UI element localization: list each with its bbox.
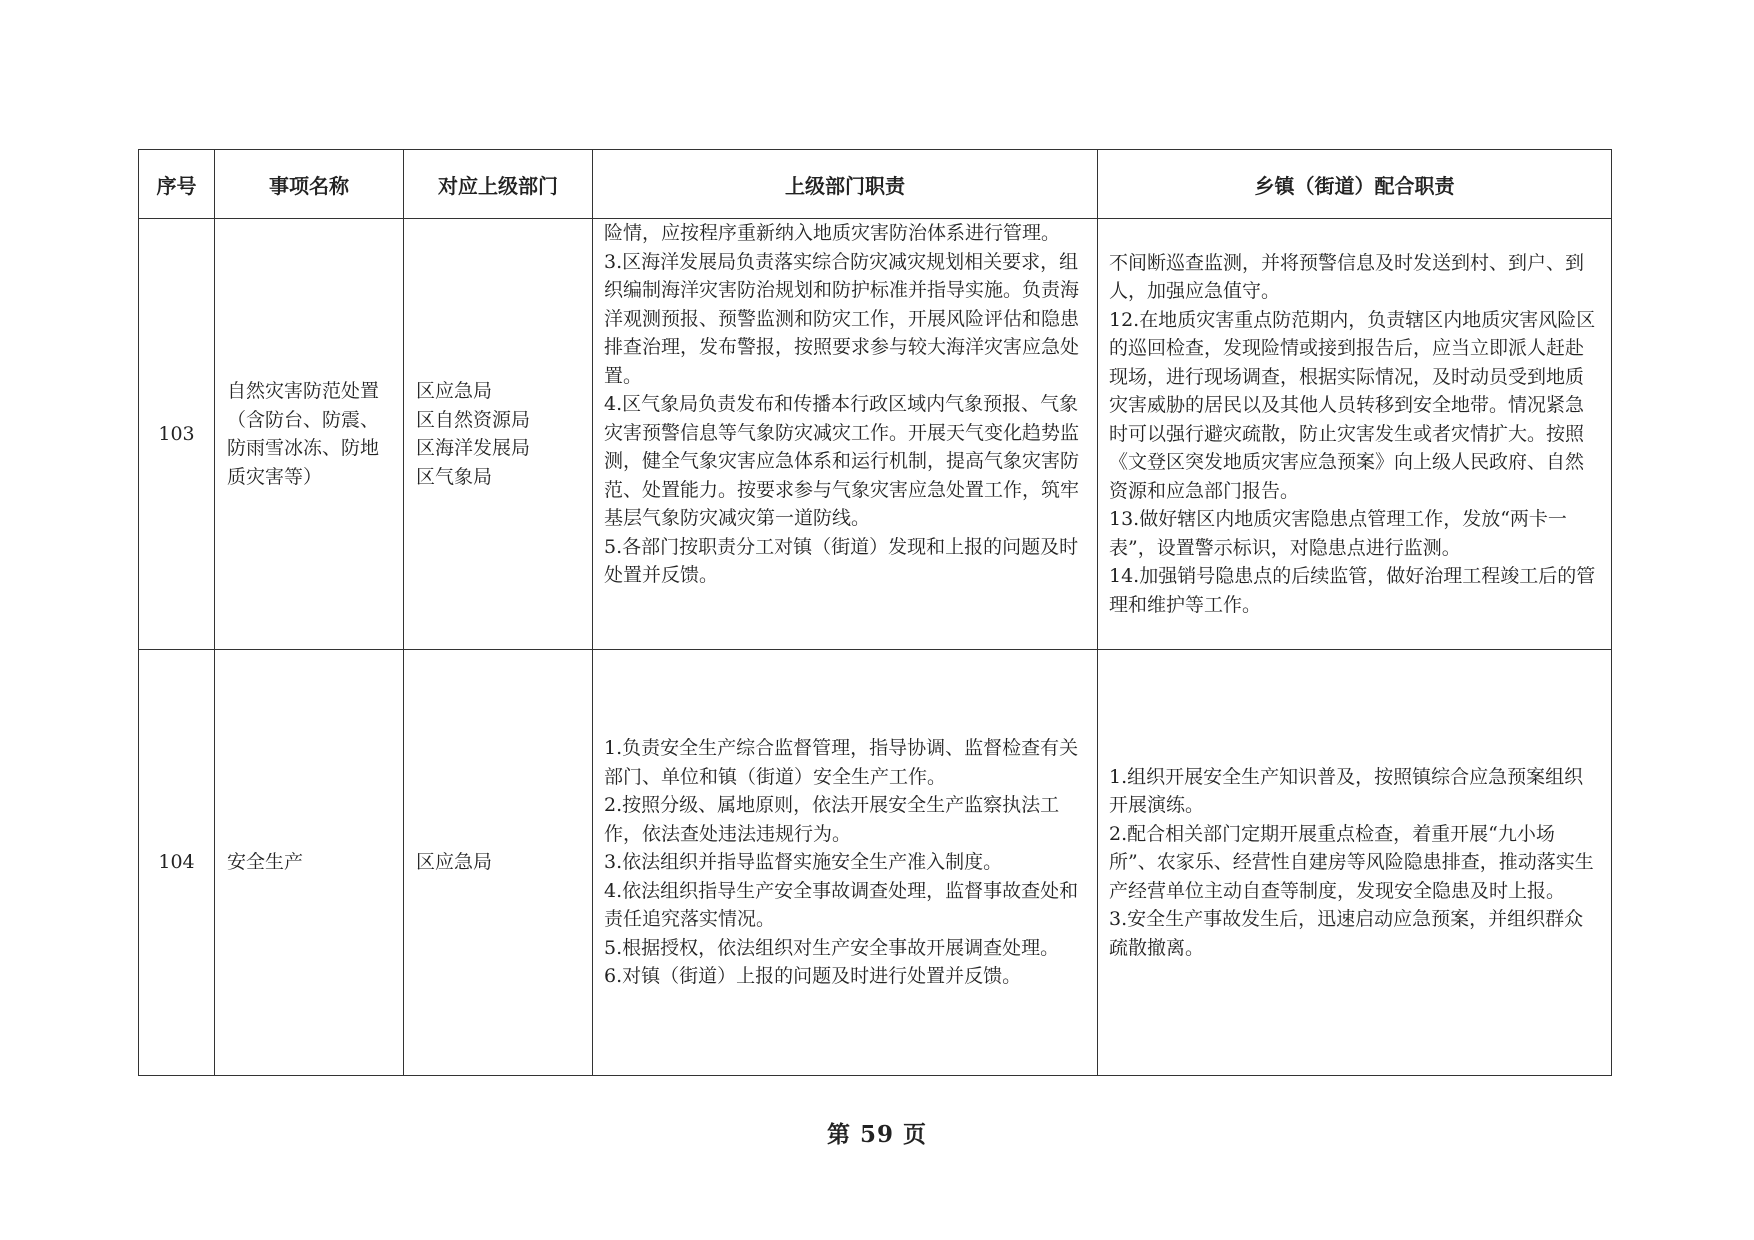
resp-item: 1.组织开展安全生产知识普及，按照镇综合应急预案组织开展演练。 <box>1109 765 1584 817</box>
resp-item: 4.区气象局负责发布和传播本行政区域内气象预报、气象灾害预警信息等气象防灾减灾工作。开展天气变化趋势监测，健全气象灾害应急体系和运行机制，提高气象灾害防范、处置能力。按要求参与气象灾害应急处置工作，筑牢基层气象防灾减灾第一道防线。 <box>604 393 1080 529</box>
row-item-name: 自然灾害防范处置（含防台、防震、防雨雪冰冻、防地质灾害等） <box>215 219 404 650</box>
header-item-name: 事项名称 <box>215 150 404 219</box>
header-upper-dept: 对应上级部门 <box>404 150 593 219</box>
resp-item: 6.对镇（街道）上报的问题及时进行处置并反馈。 <box>604 965 1022 988</box>
resp-item: 3.依法组织并指导监督实施安全生产准入制度。 <box>604 851 1003 874</box>
header-upper-resp: 上级部门职责 <box>593 150 1098 219</box>
row-upper-dept: 区应急局 区自然资源局 区海洋发展局 区气象局 <box>404 219 593 650</box>
row-upper-resp <box>593 219 1098 650</box>
page-number: 第 59 页 <box>826 1121 928 1148</box>
resp-item: 5.各部门按职责分工对镇（街道）发现和上报的问题及时处置并反馈。 <box>604 535 1079 586</box>
row-seq: 103 <box>139 219 215 650</box>
table-row <box>139 650 1612 1076</box>
table-header-row <box>139 150 1612 219</box>
resp-item: 3.安全生产事故发生后，迅速启动应急预案，并组织群众疏散撤离。 <box>1109 908 1584 959</box>
resp-item: 不间断巡查监测，并将预警信息及时发送到村、到户、到人，加强应急值守。 <box>1109 251 1585 303</box>
resp-item: 险情，应按程序重新纳入地质灾害防治体系进行管理。 <box>604 222 1061 244</box>
resp-item: 13.做好辖区内地质灾害隐患点管理工作，发放“两卡一表”，设置警示标识，对隐患点进行监测。 <box>1109 508 1567 559</box>
row-town-resp <box>1098 219 1612 650</box>
row-seq: 104 <box>139 650 215 1076</box>
resp-item: 4.依法组织指导生产安全事故调查处理，监督事故查处和责任追究落实情况。 <box>604 879 1079 931</box>
row-item-name: 安全生产 <box>215 650 404 1076</box>
row-upper-resp <box>593 650 1098 1076</box>
row-upper-dept: 区应急局 <box>404 650 593 1076</box>
header-seq: 序号 <box>139 150 215 219</box>
header-town-resp: 乡镇（街道）配合职责 <box>1098 150 1612 219</box>
resp-item: 14.加强销号隐患点的后续监管，做好治理工程竣工后的管理和维护等工作。 <box>1109 565 1596 616</box>
resp-item: 2.配合相关部门定期开展重点检查，着重开展“九小场所”、农家乐、经营性自建房等风险隐患排查，推动落实生产经营单位主动自查等制度，发现安全隐患及时上报。 <box>1109 822 1594 902</box>
row-town-resp <box>1098 650 1612 1076</box>
table-row <box>139 219 1612 650</box>
resp-item: 3.区海洋发展局负责落实综合防灾减灾规划相关要求，组织编制海洋灾害防治规划和防护标准并指导实施。负责海洋观测预报、预警监测和防灾工作，开展风险评估和隐患排查治理，发布警报，按照要求参与较大海洋灾害应急处置。 <box>604 250 1080 387</box>
duty-table <box>138 149 1612 1076</box>
resp-item: 12.在地质灾害重点防范期内，负责辖区内地质灾害风险区的巡回检查，发现险情或接到报告后，应当立即派人赶赴现场，进行现场调查，根据实际情况，及时动员受到地质灾害威胁的居民以及其他人员转移到安全地带。情况紧急时可以强行避灾疏散，防止灾害发生或者灾情扩大。按照《文登区突发地质灾害应急预案》向上级人民政府、自然资源和应急部门报告。 <box>1109 308 1596 502</box>
resp-item: 2.按照分级、属地原则，依法开展安全生产监察执法工作，依法查处违法违规行为。 <box>604 794 1060 845</box>
resp-item: 5.根据授权，依法组织对生产安全事故开展调查处理。 <box>604 936 1060 959</box>
resp-item: 1.负责安全生产综合监督管理，指导协调、监督检查有关部门、单位和镇（街道）安全生产工作。 <box>604 737 1079 788</box>
